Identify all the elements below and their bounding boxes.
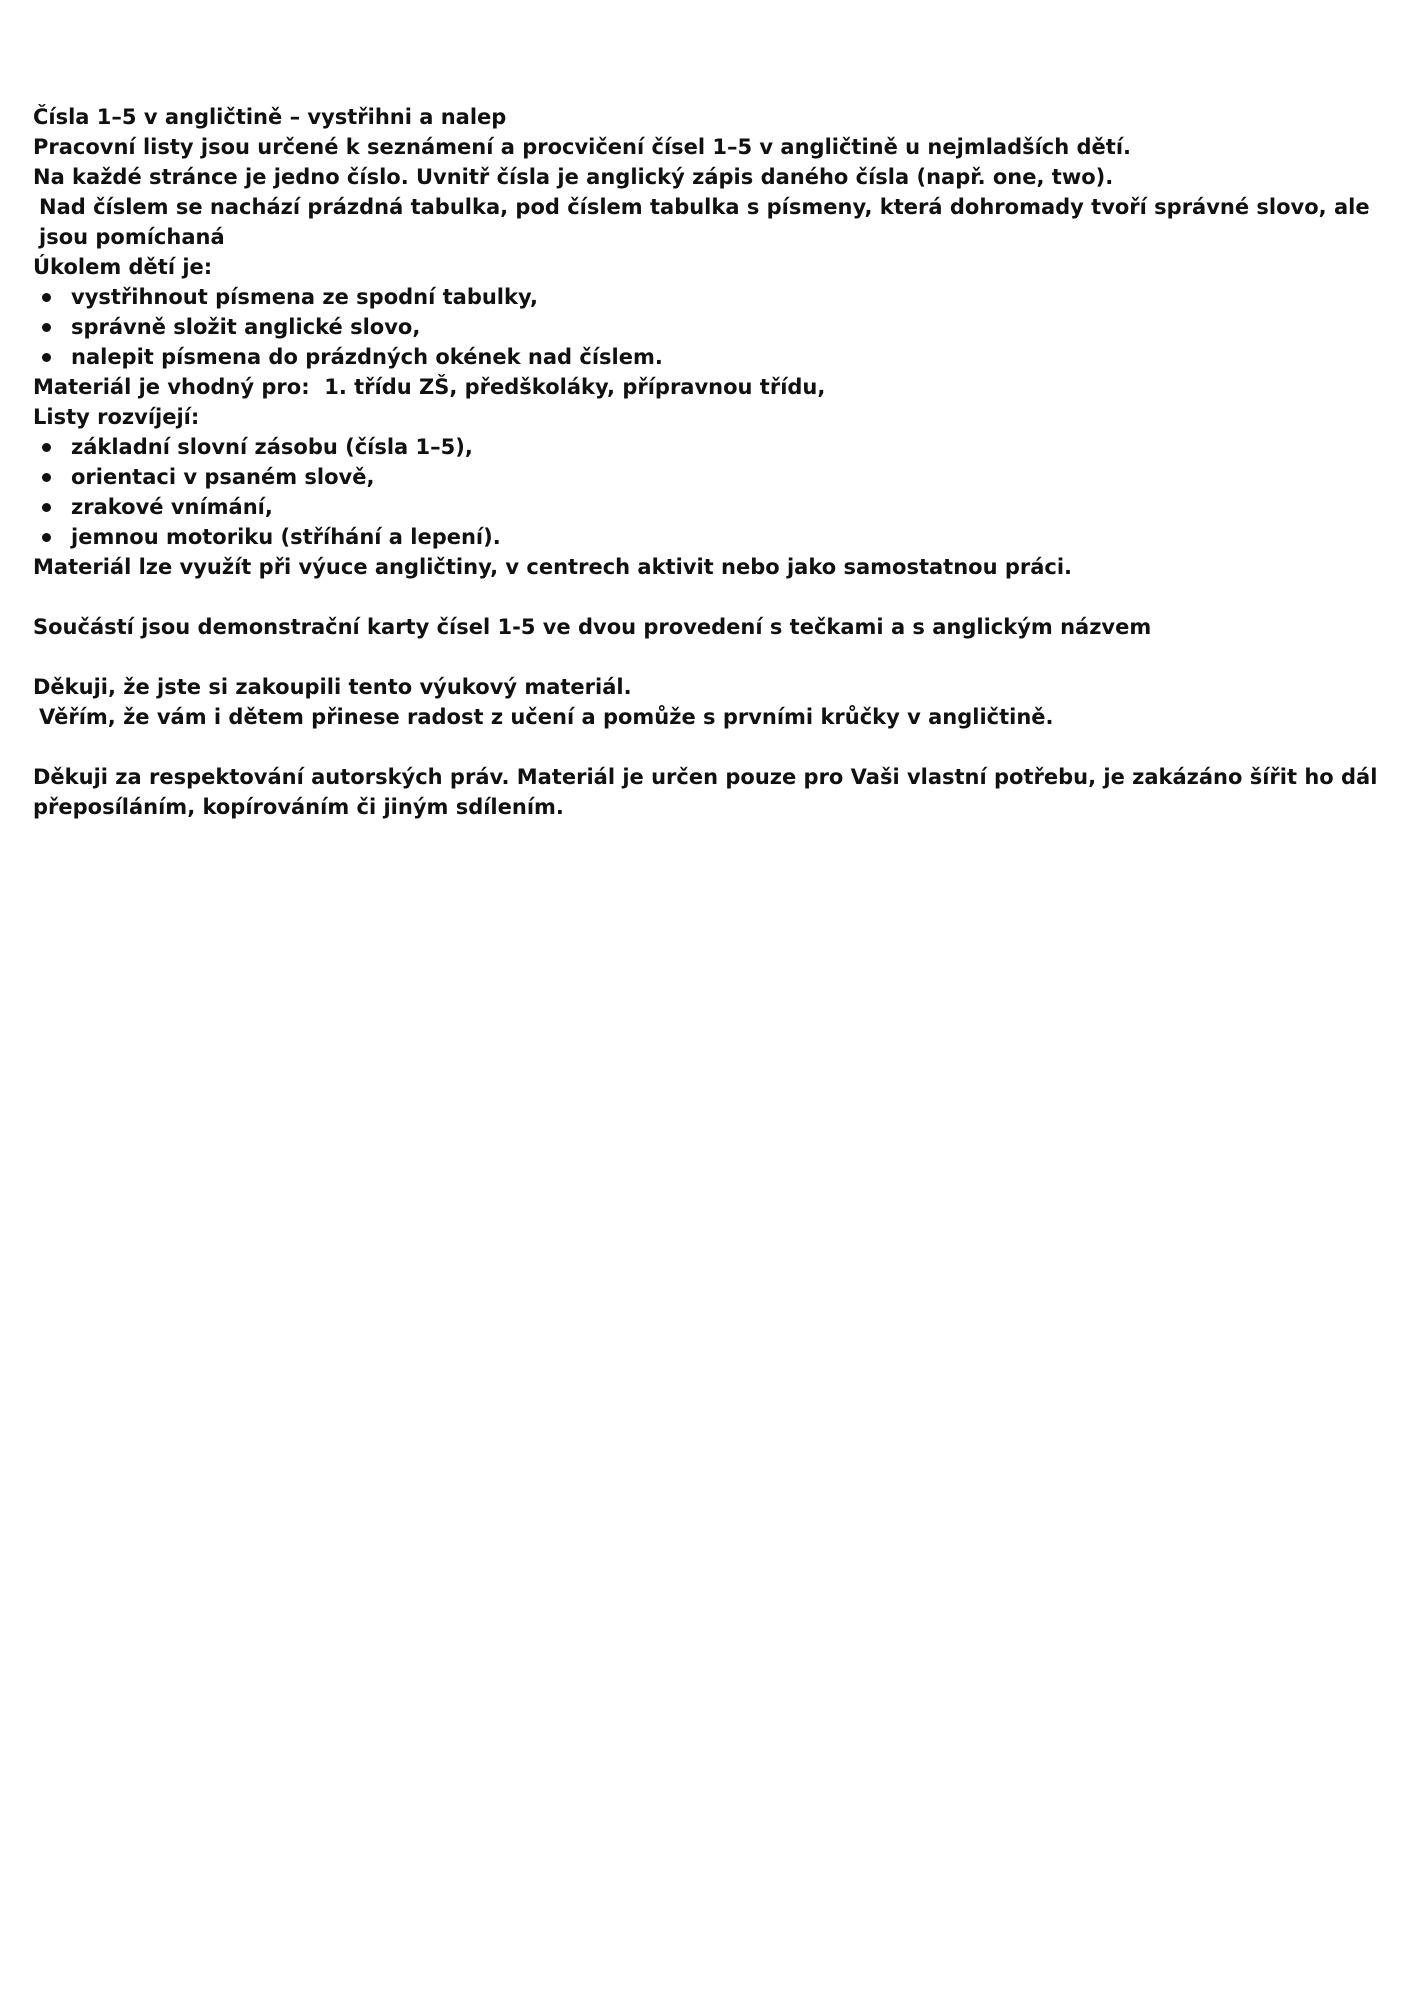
intro-line: Na každé stránce je jedno číslo. Uvnitř čísla je anglický zápis daného čísla (např. one, two). bbox=[33, 165, 1114, 189]
list-item-text: správně složit anglické slovo, bbox=[71, 315, 421, 339]
list-item bbox=[33, 492, 1383, 522]
bullet-icon bbox=[42, 533, 51, 542]
bullet-icon bbox=[42, 353, 51, 362]
spacer bbox=[33, 732, 1383, 762]
list-item-text: zrakové vnímání, bbox=[71, 495, 273, 519]
list-item bbox=[33, 462, 1383, 492]
list-item bbox=[33, 282, 1383, 312]
bullet-icon bbox=[42, 293, 51, 302]
list-item-text: nalepit písmena do prázdných okének nad číslem. bbox=[71, 345, 663, 369]
list-item bbox=[33, 432, 1383, 462]
list-item-text: vystřihnout písmena ze spodní tabulky, bbox=[71, 285, 539, 309]
document-title: Čísla 1–5 v angličtině – vystřihni a nalep bbox=[33, 105, 507, 129]
bullet-icon bbox=[42, 473, 51, 482]
intro-line: Nad číslem se nachází prázdná tabulka, pod číslem tabulka s písmeny, která dohromady tvoří správné slovo, ale jsou pomíchaná bbox=[39, 195, 1377, 249]
list-item bbox=[33, 312, 1383, 342]
copyright-notice: Děkuji za respektování autorských práv. Materiál je určen pouze pro Vaši vlastní potřebu, je zakázáno šířit ho dál přeposíláním, kopírováním či jiným sdílením. bbox=[33, 765, 1385, 819]
thanks-line: Děkuji, že jste si zakoupili tento výukový materiál. bbox=[33, 675, 632, 699]
includes-text: Součástí jsou demonstrační karty čísel 1-5 ve dvou provedení s tečkami a s anglickým názvem bbox=[33, 615, 1152, 639]
bullet-icon bbox=[42, 323, 51, 332]
intro-line: Pracovní listy jsou určené k seznámení a procvičení čísel 1–5 v angličtině u nejmladších dětí. bbox=[33, 135, 1131, 159]
document-page bbox=[33, 102, 1383, 822]
list-item-text: jemnou motoriku (stříhání a lepení). bbox=[71, 525, 501, 549]
task-heading: Úkolem dětí je: bbox=[33, 255, 213, 279]
spacer bbox=[33, 642, 1383, 672]
thanks-line: Věřím, že vám i dětem přinese radost z učení a pomůže s prvními krůčky v angličtině. bbox=[39, 705, 1054, 729]
bullet-icon bbox=[42, 503, 51, 512]
suitable-for: Materiál je vhodný pro: 1. třídu ZŠ, předškoláky, přípravnou třídu, bbox=[33, 375, 826, 399]
develops-list bbox=[33, 432, 1383, 552]
list-item bbox=[33, 522, 1383, 552]
list-item-text: základní slovní zásobu (čísla 1–5), bbox=[71, 435, 473, 459]
develops-heading: Listy rozvíjejí: bbox=[33, 405, 200, 429]
task-list bbox=[33, 282, 1383, 372]
list-item bbox=[33, 342, 1383, 372]
usage-text: Materiál lze využít při výuce angličtiny, v centrech aktivit nebo jako samostatnou práci. bbox=[33, 555, 1073, 579]
bullet-icon bbox=[42, 443, 51, 452]
list-item-text: orientaci v psaném slově, bbox=[71, 465, 375, 489]
spacer bbox=[33, 582, 1383, 612]
